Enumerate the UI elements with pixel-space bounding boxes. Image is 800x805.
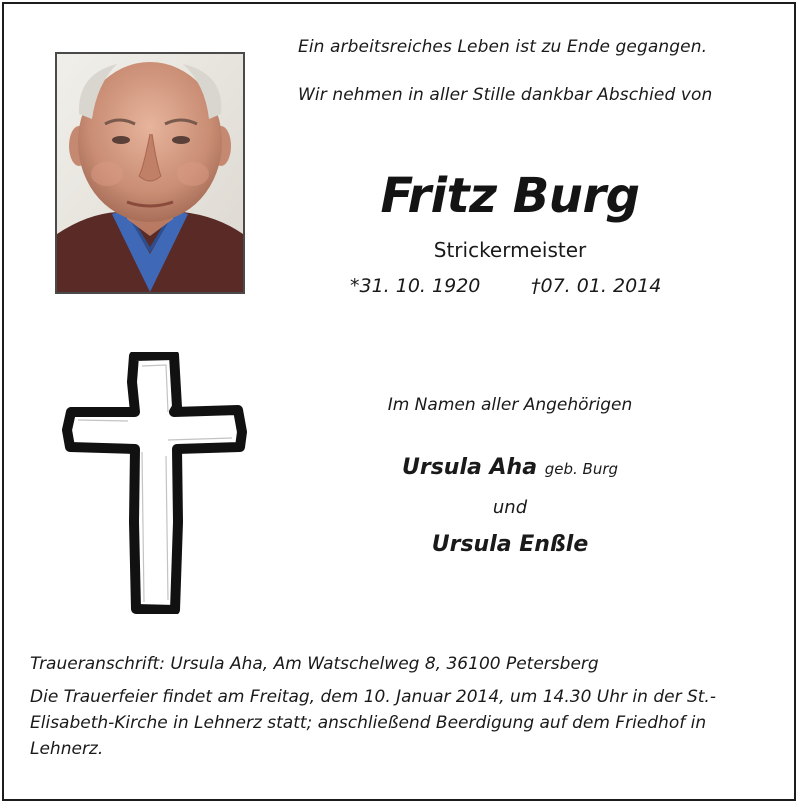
- death-date: †07. 01. 2014: [531, 275, 662, 297]
- mourning-address: Traueranschrift: Ursula Aha, Am Watschelweg 8, 36100 Petersberg: [30, 654, 599, 674]
- bereaved-person-1: [330, 455, 690, 480]
- bereaved-person-2: Ursula Enßle: [431, 532, 589, 557]
- on-behalf-line: Im Namen aller Angehörigen: [387, 395, 633, 415]
- ceremony-info: Die Trauerfeier findet am Freitag, dem 10. Januar 2014, um 14.30 Uhr in der St.-Elisabeth-Kirche in Lehnerz statt; anschließend Beerdigung auf dem Friedhof in Lehnerz.: [30, 687, 716, 759]
- birth-date: *31. 10. 1920: [350, 275, 481, 297]
- bereaved-person-1-note: geb. Burg: [544, 460, 619, 478]
- bereaved-person-1-name: Ursula Aha: [401, 455, 538, 480]
- cross-icon: [62, 352, 248, 614]
- profession: Strickermeister: [433, 238, 587, 262]
- intro-line-1: Ein arbeitsreiches Leben ist zu Ende gegangen.: [298, 37, 708, 57]
- portrait-photo: [55, 52, 245, 294]
- conjunction: und: [492, 497, 528, 518]
- intro-line-2: Wir nehmen in aller Stille dankbar Abschied von: [298, 85, 713, 105]
- deceased-name: Fritz Burg: [380, 168, 640, 224]
